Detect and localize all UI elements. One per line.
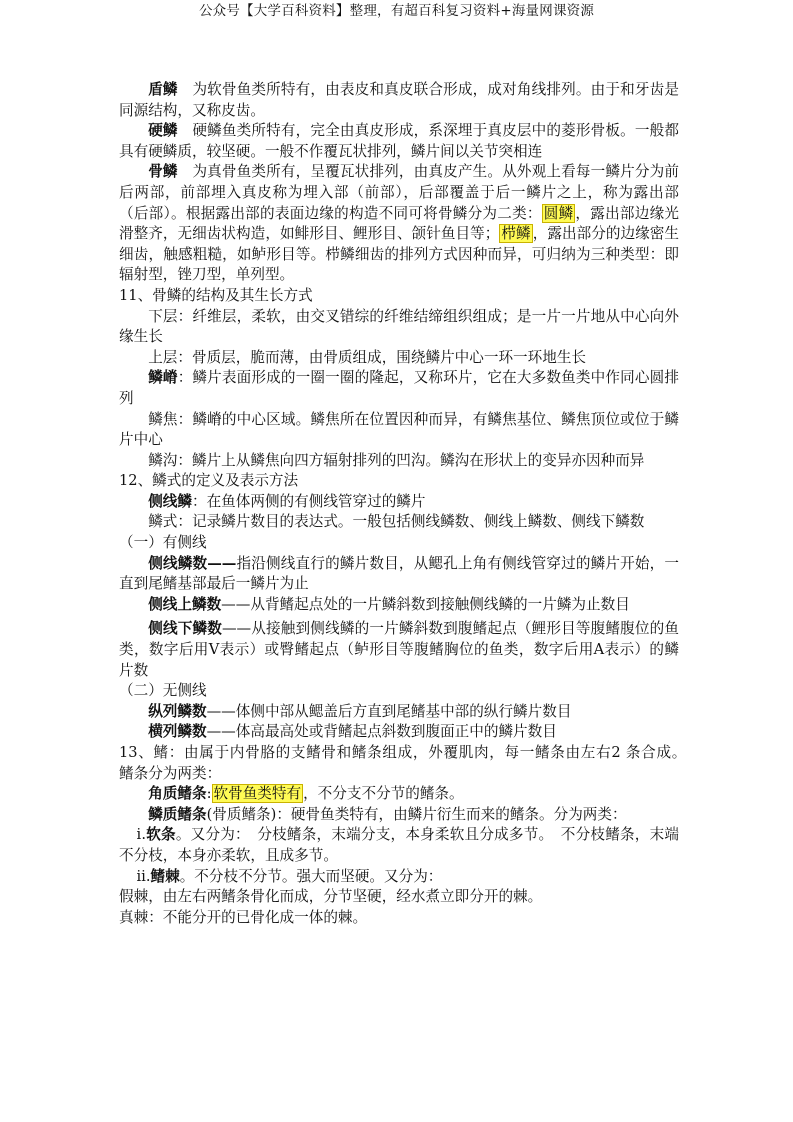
text-cexianlinshu: 指沿侧线直行的鳞片数目，从鳃孔上角有侧线管穿过的鳞片开始，一直到尾鳍基部最后一鳞片为止: [119, 554, 679, 593]
text-ruantiao: 。又分为： 分枝鳍条，末端分支，本身柔软且分成多节。 不分枝鳍条，末端不分枝，本身亦柔软，且成多节。: [119, 826, 679, 864]
text-gulin-1: 为真骨鱼类所有，呈覆瓦状排列，由真皮产生。从外观上看每一鳞片分为前后两部，前部埋入真皮称为埋入部（前部），后部覆盖于后一鳞片之上，称为露出部（后部）。根据露出部的表面边缘的构造不同可将骨鳞分为二类：: [119, 163, 679, 222]
term-qiji: 鳍棘: [150, 867, 180, 885]
term-cexianlin: 侧线鳞: [148, 492, 192, 510]
highlight-ruangu: 软骨鱼类特有: [213, 785, 302, 803]
text-cexianshanglinshu: ——从背鳍起点处的一片鳞斜数到接触侧线鳞的一片鳞为止数目: [221, 595, 630, 613]
roman-numeral-2: ⅱ.: [136, 867, 151, 885]
text-zonglielinshu: ——体侧中部从鳃盖后方直到尾鳍基中部的纵行鳞片数目: [206, 702, 572, 720]
text-linji: ：鳞片表面形成的一圈一圈的隆起，又称环片，它在大多数鱼类中作同心圆排列: [119, 369, 679, 407]
term-cexianlinshu: 侧线鳞数——: [148, 554, 237, 572]
term-henglielinshu: 横列鳞数: [148, 723, 207, 741]
term-cexianshanglinshu: 侧线上鳞数: [148, 595, 222, 613]
term-linji: 鳞嵴: [148, 369, 178, 387]
para-upper-layer: 上层：骨质层，脆而薄，由骨质组成，围绕鳞片中心一环一环地生长: [148, 348, 587, 366]
para-cexianxialinshu: [119, 619, 679, 681]
section-12-heading: 12、鳞式的定义及表示方法: [119, 472, 299, 490]
term-jiaozhiqitiao: 角质鳍条: [148, 785, 207, 803]
para-gulin: [119, 162, 679, 286]
text-dunlin: 为软骨鱼类所特有，由表皮和真皮联合形成，成对角线排列。由于和牙齿是同源结构，又称皮齿。: [119, 81, 679, 119]
para-lower-layer: 下层：纤维层，柔软，由交叉错综的纤维结缔组织组成；是一片一片地从中心向外缘生长: [119, 307, 679, 346]
para-qiji: [119, 867, 679, 888]
text-yinglin: 硬鳞鱼类所特有，完全由真皮形成，系深埋于真皮层中的菱形骨板。一般都具有硬鳞质，较坚硬。一般不作覆瓦状排列，鳞片间以关节突相连: [119, 122, 679, 160]
para-linjiao: 鳞焦：鳞嵴的中心区域。鳞焦所在位置因种而异，有鳞焦基位、鳞焦顶位或位于鳞片中心: [119, 410, 679, 449]
section-13-heading: 13、鳍：由属于内骨胳的支鳍骨和鳍条组成，外覆肌肉，每一鳍条由左右2 条合成。 鳍条分为两类：: [119, 744, 694, 782]
para-cexianlin: [119, 492, 679, 513]
term-yinglin: 硬鳞: [148, 122, 178, 140]
text-linzhiqitiao: (骨质鳍条)：硬骨鱼类特有，由鳞片衍生而来的鳍条。分为两类：: [206, 805, 627, 823]
page-header: 公众号【大学百科资料】整理，有超百科复习资料+海量网课资源: [198, 3, 595, 19]
highlight-zhilin: 栉鳞: [501, 225, 531, 243]
subheading-no-lateral-line: （二）无侧线: [119, 682, 207, 700]
para-zonglielinshu: [119, 702, 679, 723]
colon: :: [206, 785, 212, 803]
text-cexianxialinshu: ——从接触到侧线鳞的一片鳞斜数到腹鳍起点（鲤形目等腹鳍腹位的鱼类，数字后用Ⅴ表示）或臀鳍起点（鲈形目等腹鳍胸位的鱼类，数字后用A表示）的鳞片数: [119, 620, 679, 679]
para-ruantiao: [119, 825, 679, 866]
text-cexianlin: ：在鱼体两侧的有侧线管穿过的鳞片: [191, 492, 426, 510]
para-jiaji: 假棘，由左右两鳍条骨化而成，分节坚硬，经水煮立即分开的棘。: [119, 888, 543, 906]
para-lingou: 鳞沟：鳞片上从鳞焦向四方辐射排列的凹沟。鳞沟在形状上的变异亦因种而异: [148, 451, 645, 469]
text-henglielinshu: ——体高最高处或背鳍起点斜数到腹面正中的鳞片数目: [206, 723, 557, 741]
para-zhenji: 真棘：不能分开的已骨化成一体的棘。: [119, 908, 368, 926]
subheading-with-lateral-line: （一）有侧线: [119, 534, 207, 552]
highlight-yuanlin: 圆鳞: [543, 204, 574, 222]
text-jiaozhiqitiao: ，不分支不分节的鳍条。: [303, 785, 464, 803]
para-yinglin: [119, 121, 679, 162]
term-linzhiqitiao: 鳞质鳍条: [148, 805, 207, 823]
text-qiji: 。不分枝不分节。强大而坚硬。又分为：: [179, 867, 443, 885]
term-gulin: 骨鳞: [148, 163, 178, 181]
term-ruantiao: 软条: [146, 826, 176, 844]
para-henglielinshu: [119, 722, 679, 743]
para-linji: [119, 368, 679, 409]
para-cexianlinshu: [119, 554, 679, 595]
para-dunlin: [119, 80, 679, 121]
para-linshi: 鳞式：记录鳞片数目的表达式。一般包括侧线鳞数、侧线上鳞数、侧线下鳞数: [148, 513, 645, 531]
para-linzhiqitiao: [119, 805, 679, 826]
roman-numeral-1: ⅰ.: [136, 826, 147, 844]
term-dunlin: 盾鳞: [148, 81, 178, 98]
text-gulin-3: ，露出部分的边缘密生细齿，触感粗糙，如鲈形目等。栉鳞细齿的排列方式因种而异，可归纳为三种类型：即辐射型，锉刀型，单列型。: [119, 225, 679, 284]
document-body: [119, 80, 694, 928]
text-gulin-2: ，露出部边缘光滑整齐，无细齿状构造，如鲱形目、鲤形目、颌针鱼目等；: [119, 204, 679, 243]
para-jiaozhiqitiao: [119, 784, 679, 805]
section-11-heading: 11、骨鳞的结构及其生长方式: [119, 286, 313, 304]
term-zonglielinshu: 纵列鳞数: [148, 702, 207, 720]
para-cexianshanglinshu: [119, 595, 679, 616]
term-cexianxialinshu: 侧线下鳞数: [148, 620, 222, 638]
